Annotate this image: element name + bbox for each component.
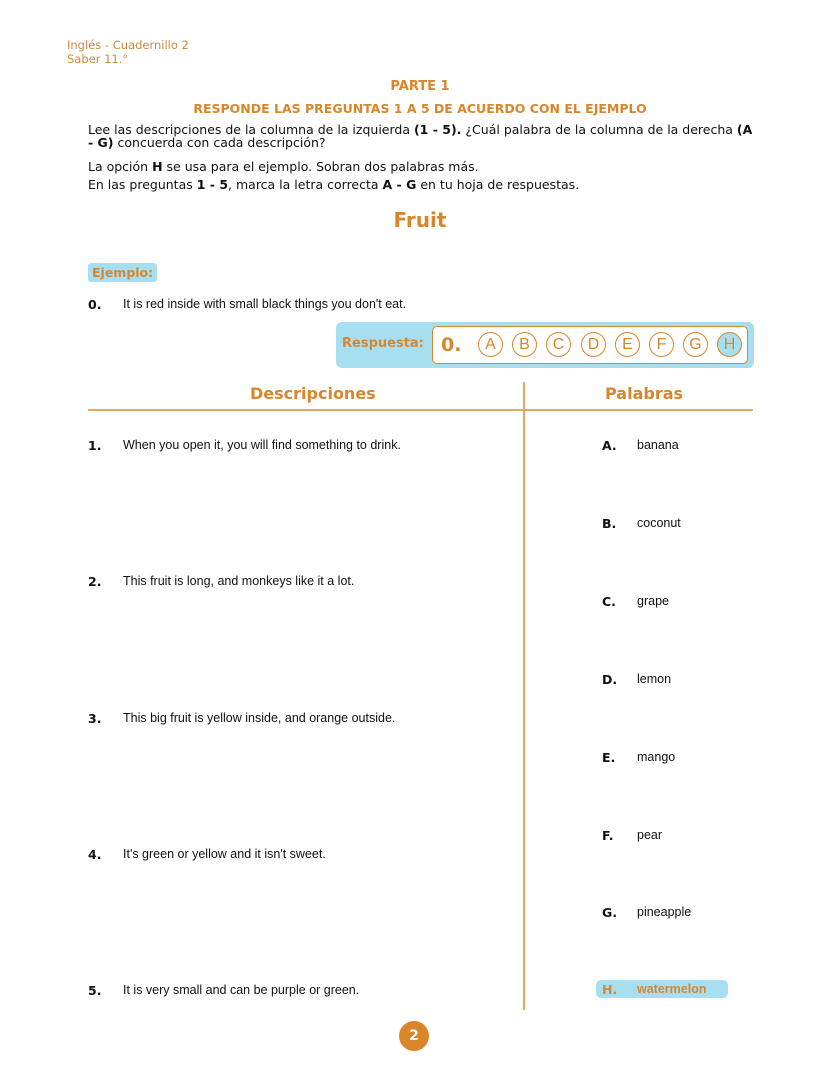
header-divider — [88, 409, 753, 411]
topic-title: Fruit — [393, 208, 447, 232]
option-g: G — [683, 332, 708, 357]
word-letter: H. — [602, 982, 618, 997]
option-f: F — [649, 332, 674, 357]
word-text: watermelon — [637, 982, 707, 996]
question-number: 3. — [88, 711, 102, 726]
answer-box — [432, 326, 748, 364]
option-d: D — [581, 332, 606, 357]
word-text: pear — [637, 828, 663, 842]
word-letter: A. — [602, 438, 617, 453]
word-letter: F. — [602, 828, 614, 843]
question-text: This fruit is long, and monkeys like it a lot. — [123, 574, 355, 588]
option-h-selected: H — [717, 332, 742, 357]
question-number: 2. — [88, 574, 102, 589]
word-text: coconut — [637, 516, 681, 530]
answer-number: 0. — [441, 334, 462, 356]
option-b: B — [512, 332, 537, 357]
word-letter: C. — [602, 594, 616, 609]
question-text: When you open it, you will find something to drink. — [123, 438, 401, 452]
section-subtitle: RESPONDE LAS PREGUNTAS 1 A 5 DE ACUERDO CON EL EJEMPLO — [193, 101, 647, 116]
word-text: banana — [637, 438, 679, 452]
instruction-1: Lee las descripciones de la columna de la izquierda (1 - 5). ¿Cuál palabra de la columna de la derecha (A - G) concuerda con cada descripción? — [88, 122, 753, 150]
example-question — [88, 297, 688, 313]
question-text: This big fruit is yellow inside, and orange outside. — [123, 711, 396, 725]
word-text: mango — [637, 750, 676, 764]
example-label: Ejemplo: — [88, 263, 157, 282]
header-subject: Inglés - Cuadernillo 2 — [67, 38, 189, 52]
question-number: 0. — [88, 297, 102, 312]
instruction-2: La opción H se usa para el ejemplo. Sobran dos palabras más. — [88, 159, 479, 174]
column-header-descriptions: Descripciones — [250, 384, 376, 403]
word-text: pineapple — [637, 905, 692, 919]
column-divider — [523, 382, 525, 1010]
question-number: 4. — [88, 847, 102, 862]
word-letter: D. — [602, 672, 618, 687]
word-letter: B. — [602, 516, 617, 531]
question-text: It's green or yellow and it isn't sweet. — [123, 847, 326, 861]
word-text: grape — [637, 594, 669, 608]
question-number: 5. — [88, 983, 102, 998]
word-letter: E. — [602, 750, 616, 765]
question-number: 1. — [88, 438, 102, 453]
example-answer — [336, 322, 754, 368]
answer-label: Respuesta: — [342, 336, 424, 351]
page-number: 2 — [399, 1021, 429, 1051]
option-a: A — [478, 332, 503, 357]
question-text: It is red inside with small black things you don't eat. — [123, 297, 407, 311]
header-grade: Saber 11.° — [67, 52, 129, 66]
option-c: C — [546, 332, 571, 357]
part-title: PARTE 1 — [390, 79, 450, 94]
option-e: E — [615, 332, 640, 357]
instruction-3: En las preguntas 1 - 5, marca la letra correcta A - G en tu hoja de respuestas. — [88, 177, 580, 192]
column-header-words: Palabras — [605, 384, 684, 403]
word-text: lemon — [637, 672, 672, 686]
word-letter: G. — [602, 905, 618, 920]
question-text: It is very small and can be purple or green. — [123, 983, 360, 997]
